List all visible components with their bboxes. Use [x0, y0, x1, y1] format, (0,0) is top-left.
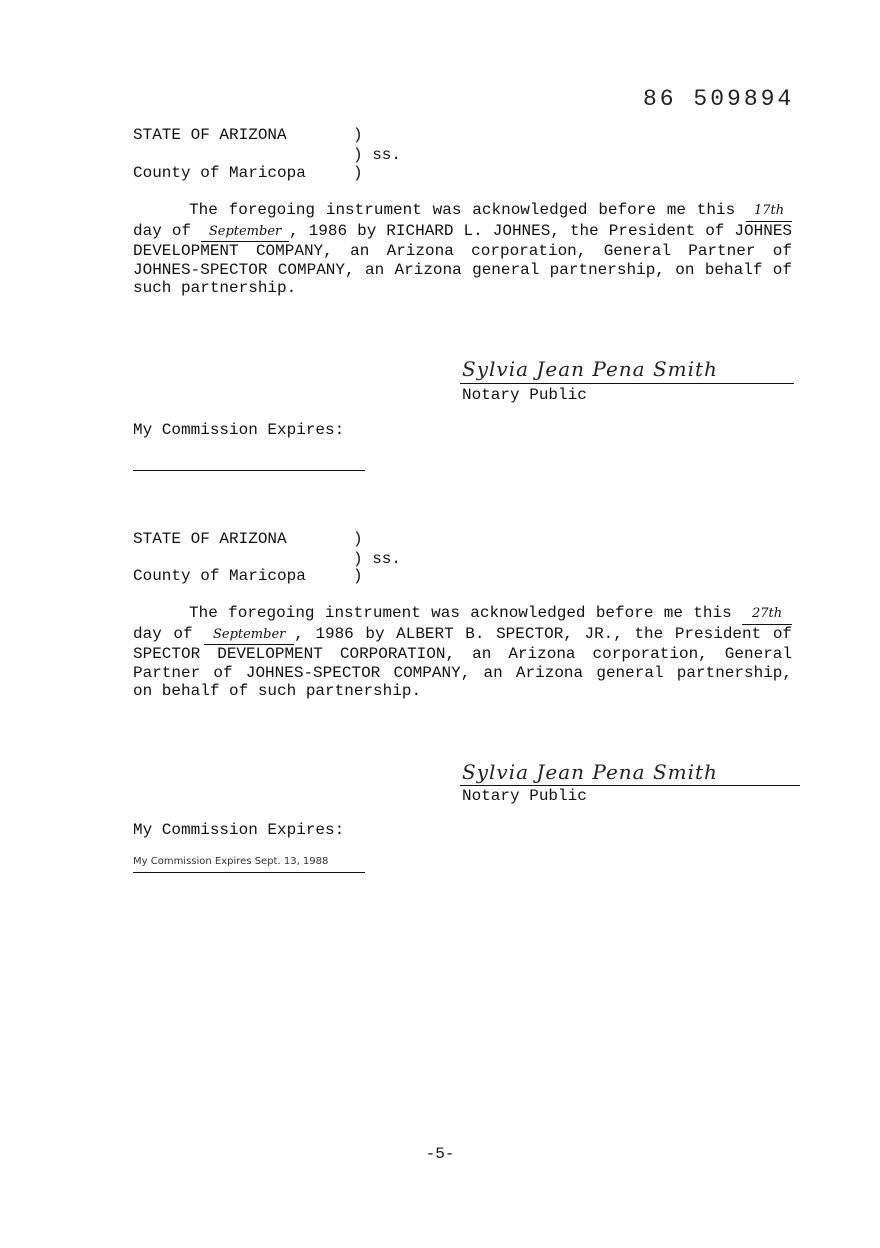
notary-label-2: Notary Public: [462, 787, 587, 805]
ack-text-2c: 1986 by ALBERT B. SPECTOR, JR., the President of SPECTOR DEVELOPMENT CORPORATION, an Arizona corporation, General Partner of JOHNES-SPECTOR COMPANY, an Arizona general partnership, on behalf of such partnership.: [133, 624, 793, 700]
commission-label-1: My Commission Expires:: [133, 421, 345, 439]
day-field-1: 17th: [746, 202, 792, 222]
state-heading-2: STATE OF ARIZONA: [133, 530, 287, 548]
acknowledgment-paragraph-2: The foregoing instrument was acknowledged before me this 27th day of September , 1986 by ALBERT B. SPECTOR, JR., the President of SPECTOR DEVELOPMENT CORPORATION, an Arizona corporation, General Partner of JOHNES-SPECTOR COMPANY, an Arizona general partnership, on behalf of such partnership.: [133, 604, 793, 700]
ss-mark-1: ) ss.: [353, 146, 402, 164]
ack-text-1b: day of: [133, 221, 192, 240]
day-field-2: 27th: [742, 605, 792, 625]
commission-value-2: My Commission Expires Sept. 13, 1988: [133, 856, 329, 867]
ss-mark-2: ) ss.: [353, 550, 402, 568]
state-heading-1: STATE OF ARIZONA: [133, 126, 287, 144]
commission-line-1: [133, 470, 365, 471]
bracket-2c: ): [353, 567, 363, 585]
commission-line-2: [133, 872, 365, 873]
notary-signature-1: Sylvia Jean Pena Smith: [462, 357, 718, 381]
acknowledgment-paragraph-1: The foregoing instrument was acknowledged before me this 17th day of September , 1986 by RICHARD L. JOHNES, the President of JOHNES DEVELOPMENT COMPANY, an Arizona corporation, General Partner of JOHNES-SPECTOR COMPANY, an Arizona general partnership, on behalf of such partnership.: [133, 201, 793, 297]
signature-line-1: [460, 383, 794, 384]
ack-text-1c: 1986 by RICHARD L. JOHNES, the President of JOHNES DEVELOPMENT COMPANY, an Arizona corporation, General Partner of JOHNES-SPECTOR COMPANY, an Arizona general partnership, on behalf of such partnership.: [133, 221, 793, 297]
ack-text-2a: The foregoing instrument was acknowledged before me this: [189, 604, 732, 622]
page-number: -5-: [425, 1145, 455, 1163]
month-field-1: September: [201, 223, 289, 243]
county-heading-2: County of Maricopa: [133, 567, 306, 585]
document-number: 86 509894: [643, 86, 795, 112]
ack-text-2b: day of: [133, 624, 193, 643]
bracket-1c: ): [353, 164, 363, 182]
bracket-2a: ): [353, 530, 363, 548]
commission-label-2: My Commission Expires:: [133, 821, 345, 839]
county-heading-1: County of Maricopa: [133, 164, 306, 182]
notary-signature-2: Sylvia Jean Pena Smith: [462, 760, 718, 784]
signature-line-2: [460, 785, 800, 786]
notary-label-1: Notary Public: [462, 386, 587, 404]
month-field-2: September: [204, 626, 294, 646]
bracket-1a: ): [353, 126, 363, 144]
ack-text-1a: The foregoing instrument was acknowledged before me this: [189, 201, 736, 219]
